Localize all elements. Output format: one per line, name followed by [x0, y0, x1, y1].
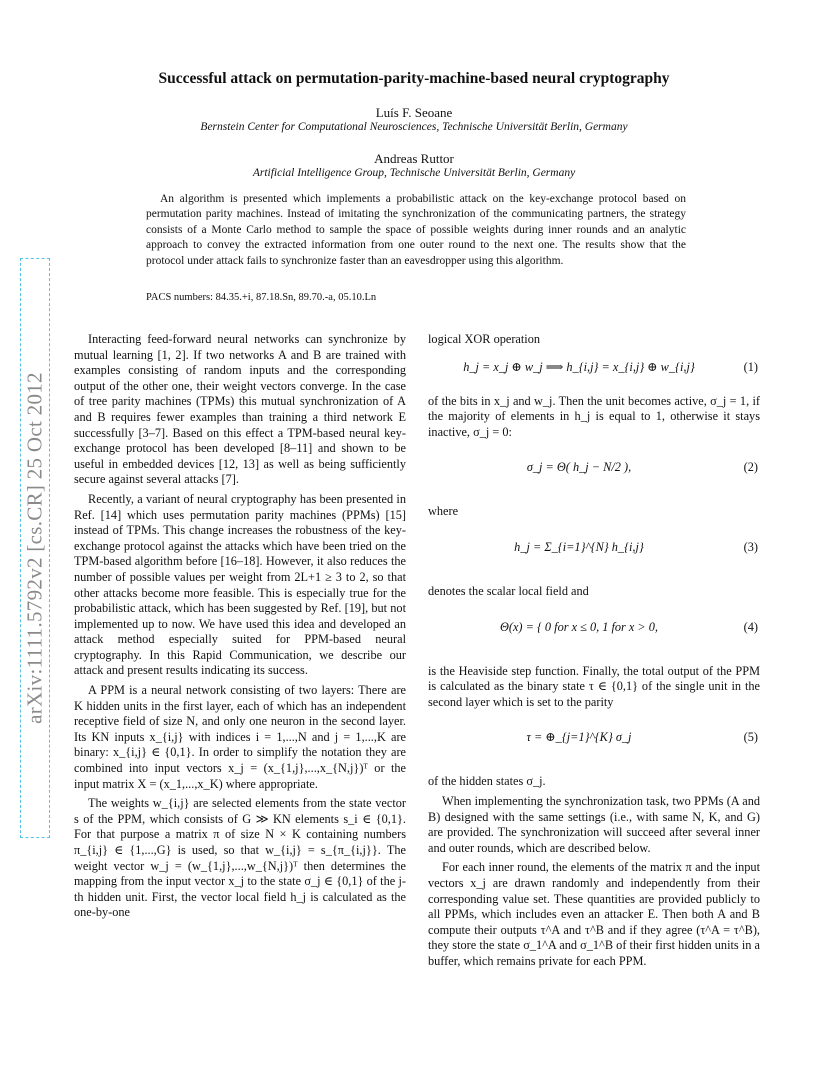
author-affiliation: Artificial Intelligence Group, Technische Universität Berlin, Germany [252, 167, 576, 179]
author-name: Luís F. Seoane [375, 105, 453, 120]
equation-2 [428, 444, 760, 496]
paragraph: is the Heaviside step function. Finally, the total output of the PPM is calculated as the binary state τ ∈ {0,1} of the single unit in the second layer which is set to the parity [428, 663, 760, 709]
equation-4 [428, 604, 760, 656]
equation-5 [428, 714, 760, 766]
paragraph: When implementing the synchronization task, two PPMs (A and B) designed with the same settings (i.e., with same N, K, and G) are provided. The synchronization will succeed after several inner and outer rounds, which are described below. [428, 793, 760, 855]
author-name: Andreas Ruttor [374, 151, 454, 166]
paper-title: Successful attack on permutation-parity-machine-based neural cryptography [158, 70, 670, 87]
paragraph: For each inner round, the elements of the matrix π and the input vectors x_j are drawn randomly and independently from their corresponding value set. These quantities are provided publicly to all PPMs, which includes even an attacker E. Then both A and B compute their outputs τ^A and τ^B and if they agree (τ^A = τ^B), they store the state σ_1^A and σ_1^B of their first hidden units in a buffer, which remains private for each PPM. [428, 860, 760, 968]
equation-body: h_j = Σ_{i=1}^{N} h_{i,j} [514, 539, 644, 554]
equation-body: σ_j = Θ( h_j − N/2 ), [526, 460, 632, 475]
equation-body: h_j = x_j ⊕ w_j ⟹ h_{i,j} = x_{i,j} ⊕ w_{i,j} [463, 359, 695, 374]
author-affiliation: Bernstein Center for Computational Neurosciences, Technische Universität Berlin, Germany [200, 121, 628, 133]
arxiv-id: arXiv:1111.5792v2 [cs.CR] 25 Oct 2012 [22, 372, 47, 724]
equation-number: (5) [743, 730, 758, 745]
equation-1 [428, 352, 760, 386]
equation-3 [428, 524, 760, 576]
paragraph: A PPM is a neural network consisting of two layers: There are K hidden units in the first layer, each of which has an independent receptive field of size N, and only one neuron in the second layer. Its KN inputs x_{i,j} with indices i = 1,...,N and j = 1,...,K are binary: x_{i,j} ∈ {0,1}. In order to simplify the notation they are combined into input vectors x_j = (x_{1,j},...,x_{N,j})ᵀ or the input matrix X = (x_1,...,x_K) where appropriate. [74, 683, 406, 791]
right-column [428, 332, 760, 973]
equation-number: (4) [743, 619, 758, 634]
pacs-numbers: PACS numbers: 84.35.+i, 87.18.Sn, 89.70.-a, 05.10.Ln [146, 292, 377, 303]
paragraph: of the bits in x_j and w_j. Then the unit becomes active, σ_j = 1, if the majority of elements in h_j is equal to 1, otherwise it stays inactive, σ_j = 0: [428, 393, 760, 439]
paragraph: of the hidden states σ_j. [428, 774, 546, 789]
left-column [74, 332, 406, 925]
abstract: An algorithm is presented which implements a probabilistic attack on the key-exchange protocol based on permutation parity machines. Instead of imitating the synchronization of the communicating partners, the strategy consists of a Monte Carlo method to sample the space of possible weights during inner rounds and an analytic approach to convey the extracted information from one outer round to the next one. The results show that the protocol under attack fails to synchronize faster than an eavesdropper using this algorithm. [146, 193, 686, 267]
equation-number: (3) [743, 539, 758, 554]
paragraph: Interacting feed-forward neural networks can synchronize by mutual learning [1, 2]. If two networks A and B are trained with examples consisting of random inputs and the corresponding output of the other one, their weight vectors converge. In the case of tree parity machines (TPMs) this mutual synchronization of A and B requires fewer examples than training a third network E successfully [3–7]. Based on this effect a TPM-based neural key-exchange protocol has been developed [8–11] and shown to be useful in embedded devices [12, 13] as well as being sufficiently secure against several attacks [7]. [74, 332, 406, 487]
arxiv-sidebar-stamp [20, 258, 50, 838]
paragraph: where [428, 504, 459, 519]
equation-body: τ = ⊕_{j=1}^{K} σ_j [526, 730, 632, 745]
equation-body: Θ(x) = { 0 for x ≤ 0, 1 for x > 0, [499, 619, 659, 634]
paragraph: Recently, a variant of neural cryptography has been presented in Ref. [14] which uses permutation parity machines (PPMs) [15] instead of TPMs. This change increases the robustness of the key-exchange protocol against the attacks which have been tried on the TPM-based algorithm before [16–18]. However, it also reduces the number of possible values per weight from 2L+1 ≥ 3 to 2, so that other attacks become more feasible. This is especially true for the probabilistic attack, which has been suggested by Ref. [19], but not implemented up to now. We have used this idea and developed an attack method especially suited for PPM-based neural cryptography. In this Rapid Communication, we describe our attack and present results indicating its success. [74, 491, 406, 678]
paragraph: The weights w_{i,j} are selected elements from the state vector s of the PPM, which consists of G ≫ KN elements s_i ∈ {0,1}. For that purpose a matrix π of size N × K containing numbers π_{i,j} ∈ {1,...,G} is used, so that w_{i,j} = s_{π_{i,j}}. The weight vector w_j = (w_{1,j},...,w_{N,j})ᵀ then determines the mapping from the input vector x_j to the state σ_j ∈ {0,1} of the j-th hidden unit. First, the vector local field h_j is calculated as the one-by-one [74, 796, 406, 920]
equation-number: (1) [743, 359, 758, 374]
paragraph: logical XOR operation [428, 332, 541, 346]
equation-number: (2) [743, 460, 758, 475]
paragraph: denotes the scalar local field and [428, 583, 589, 598]
